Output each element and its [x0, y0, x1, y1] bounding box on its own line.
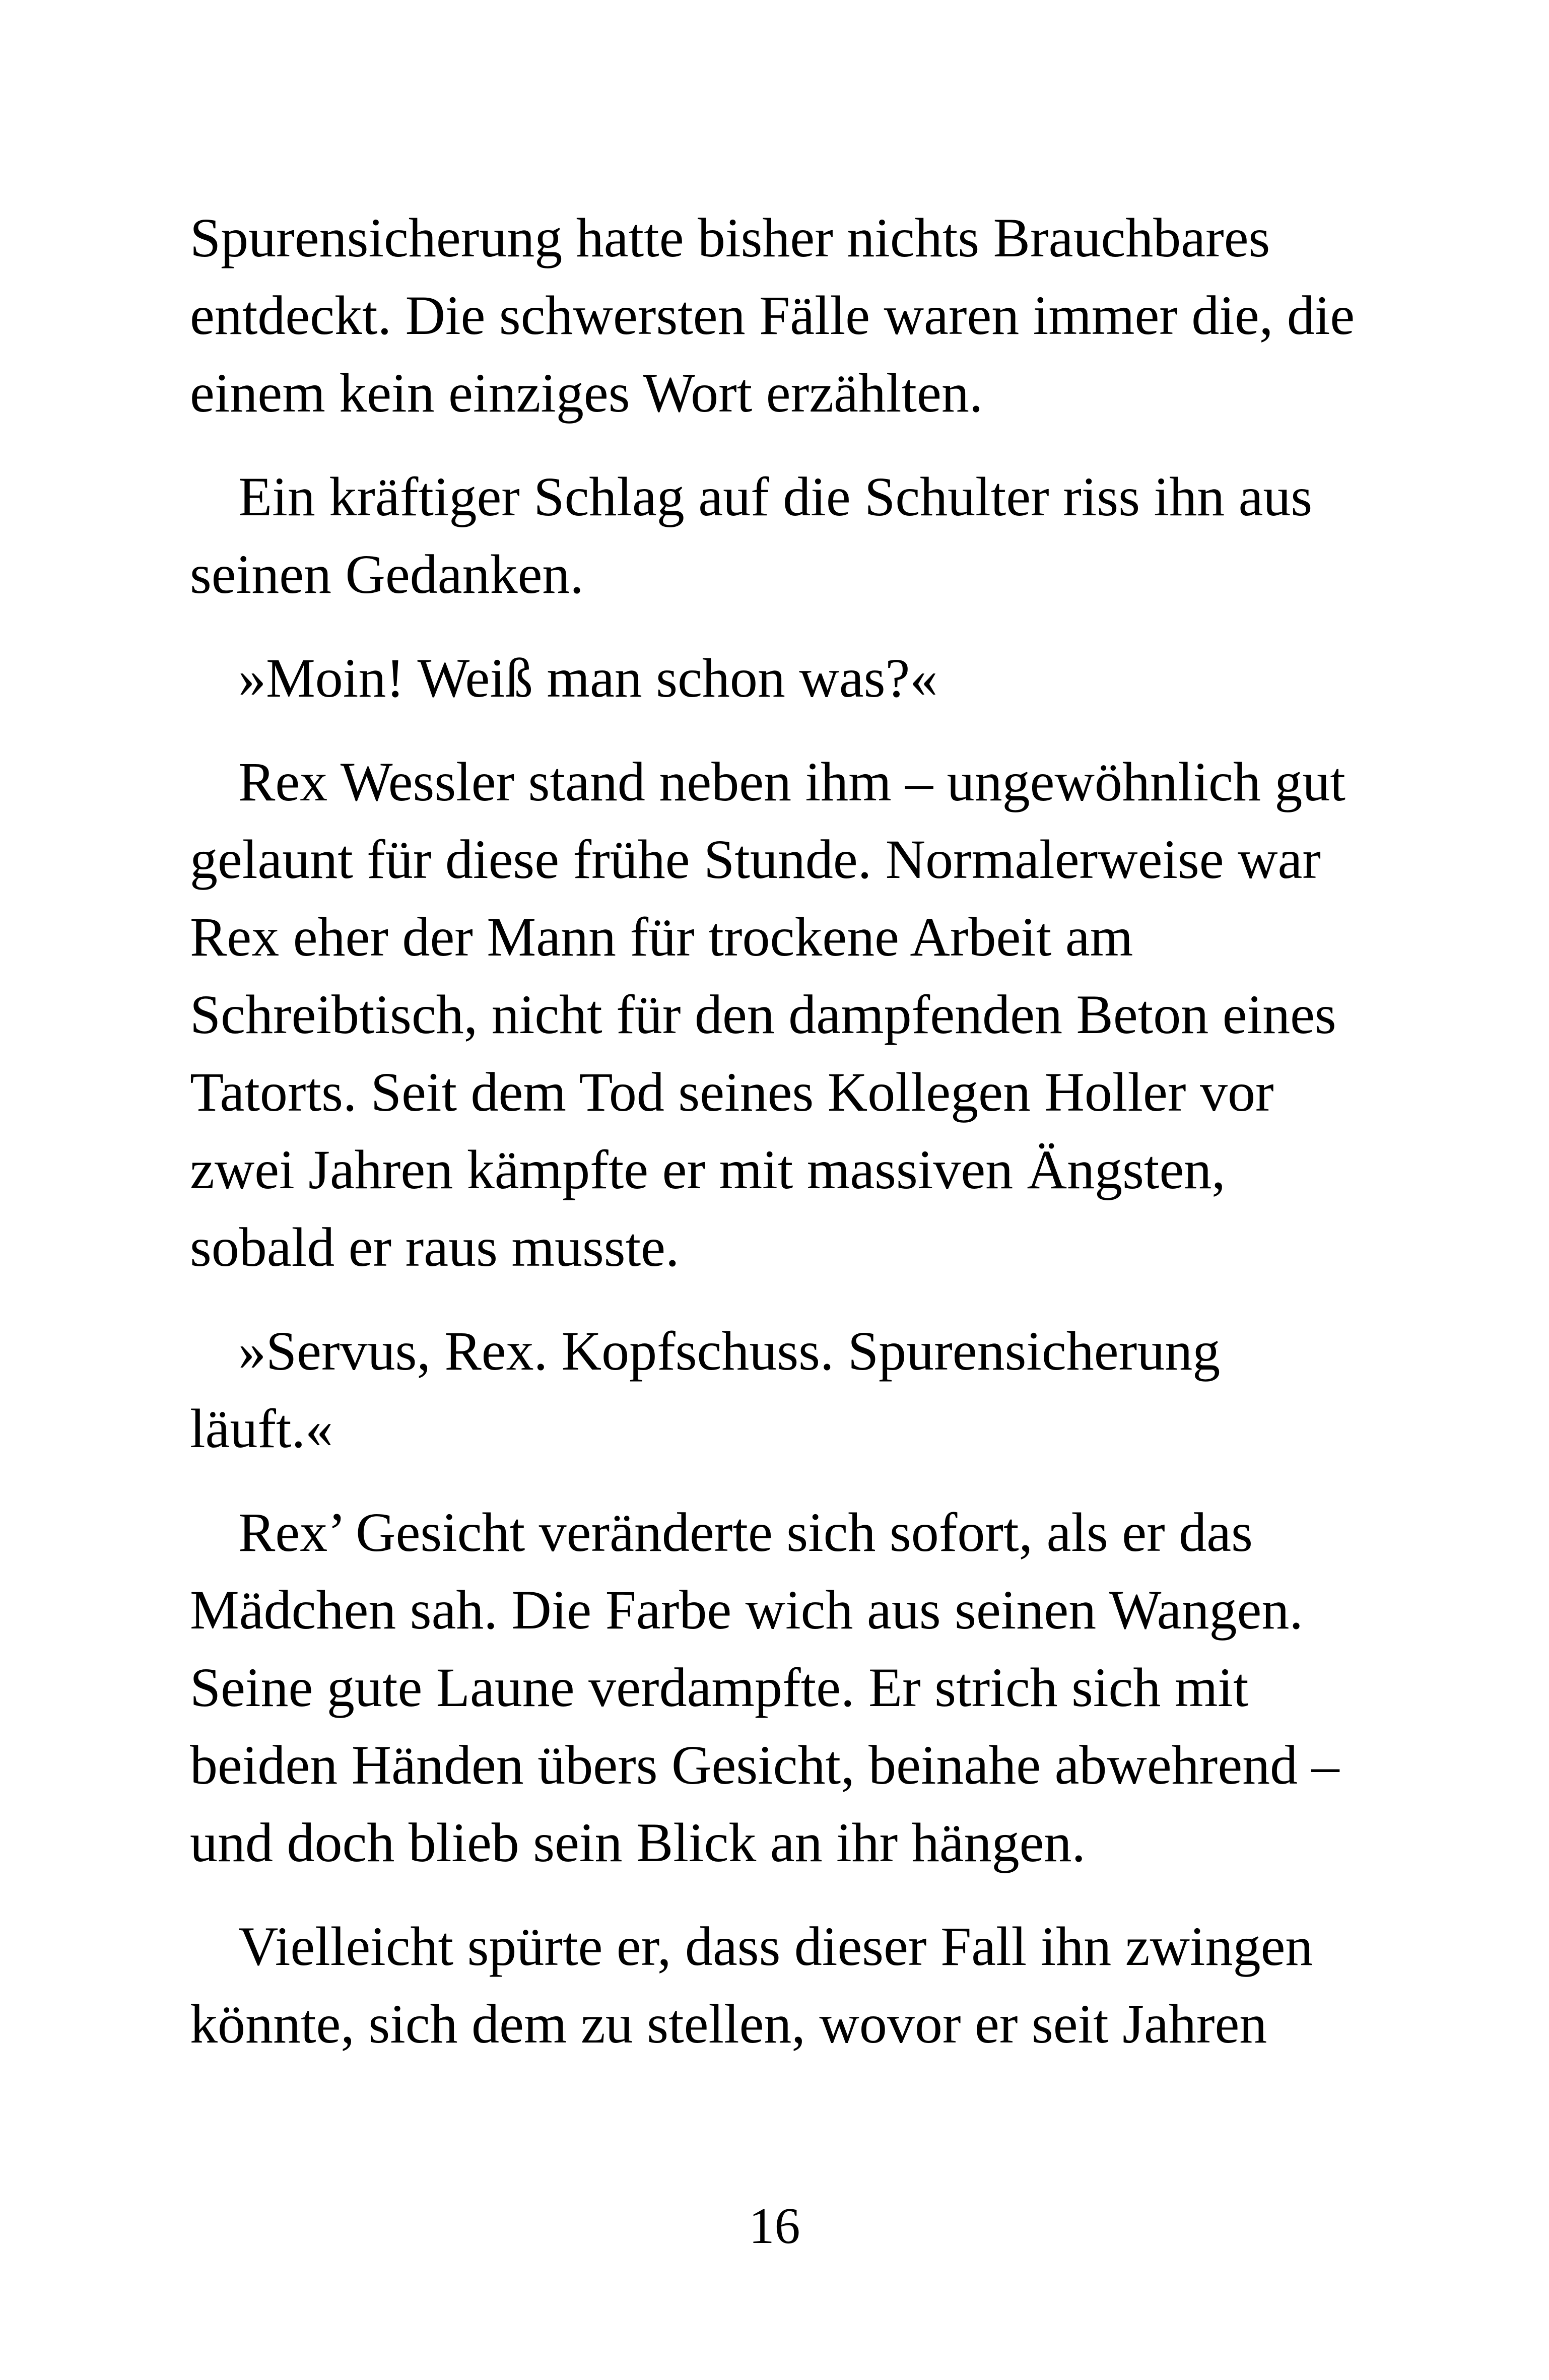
text-line: beiden Händen übers Gesicht, beinahe abwehrend –	[190, 1734, 1339, 1796]
text-line: »Servus, Rex. Kopfschuss. Spurensicherung	[238, 1320, 1221, 1382]
text-line: Tatorts. Seit dem Tod seines Kollegen Holler vor	[190, 1061, 1274, 1123]
text-line: seinen Gedanken.	[190, 543, 584, 605]
paragraph	[190, 1493, 1349, 1881]
paragraph	[190, 458, 1349, 613]
text-line: Ein kräftiger Schlag auf die Schulter riss ihn aus	[238, 466, 1313, 527]
text-line: zwei Jahren kämpfte er mit massiven Ängsten,	[190, 1139, 1226, 1200]
text-line: Rex Wessler stand neben ihm – ungewöhnlich gut	[238, 751, 1345, 812]
text-line: könnte, sich dem zu stellen, wovor er seit Jahren	[190, 1993, 1267, 2055]
text-line: Mädchen sah. Die Farbe wich aus seinen Wangen.	[190, 1579, 1303, 1641]
text-line: Seine gute Laune verdampfte. Er strich sich mit	[190, 1657, 1249, 1718]
text-line: Rex’ Gesicht veränderte sich sofort, als er das	[238, 1502, 1253, 1563]
text-line: »Moin! Weiß man schon was?«	[238, 647, 938, 709]
text-line: Rex eher der Mann für trockene Arbeit am	[190, 906, 1133, 968]
paragraph	[190, 1312, 1349, 1467]
text-line: gelaunt für diese frühe Stunde. Normalerweise war	[190, 829, 1321, 890]
text-line: sobald er raus musste.	[190, 1216, 680, 1278]
paragraph	[190, 199, 1355, 432]
paragraph	[190, 639, 1349, 717]
text-line: einem kein einziges Wort erzählten.	[190, 362, 983, 424]
text-line: und doch blieb sein Blick an ihr hängen.	[190, 1812, 1086, 1873]
text-line: Schreibtisch, nicht für den dampfenden Beton eines	[190, 984, 1336, 1045]
text-line: Spurensicherung hatte bisher nichts Brauchbares	[190, 207, 1270, 268]
body-text	[190, 199, 1355, 2089]
text-line: entdeckt. Die schwersten Fälle waren immer die, die	[190, 285, 1355, 346]
page-number: 16	[749, 2198, 800, 2255]
paragraph	[190, 1908, 1349, 2063]
text-line: Vielleicht spürte er, dass dieser Fall ihn zwingen	[238, 1916, 1313, 1977]
text-line: läuft.«	[190, 1398, 333, 1459]
paragraph	[190, 743, 1349, 1286]
